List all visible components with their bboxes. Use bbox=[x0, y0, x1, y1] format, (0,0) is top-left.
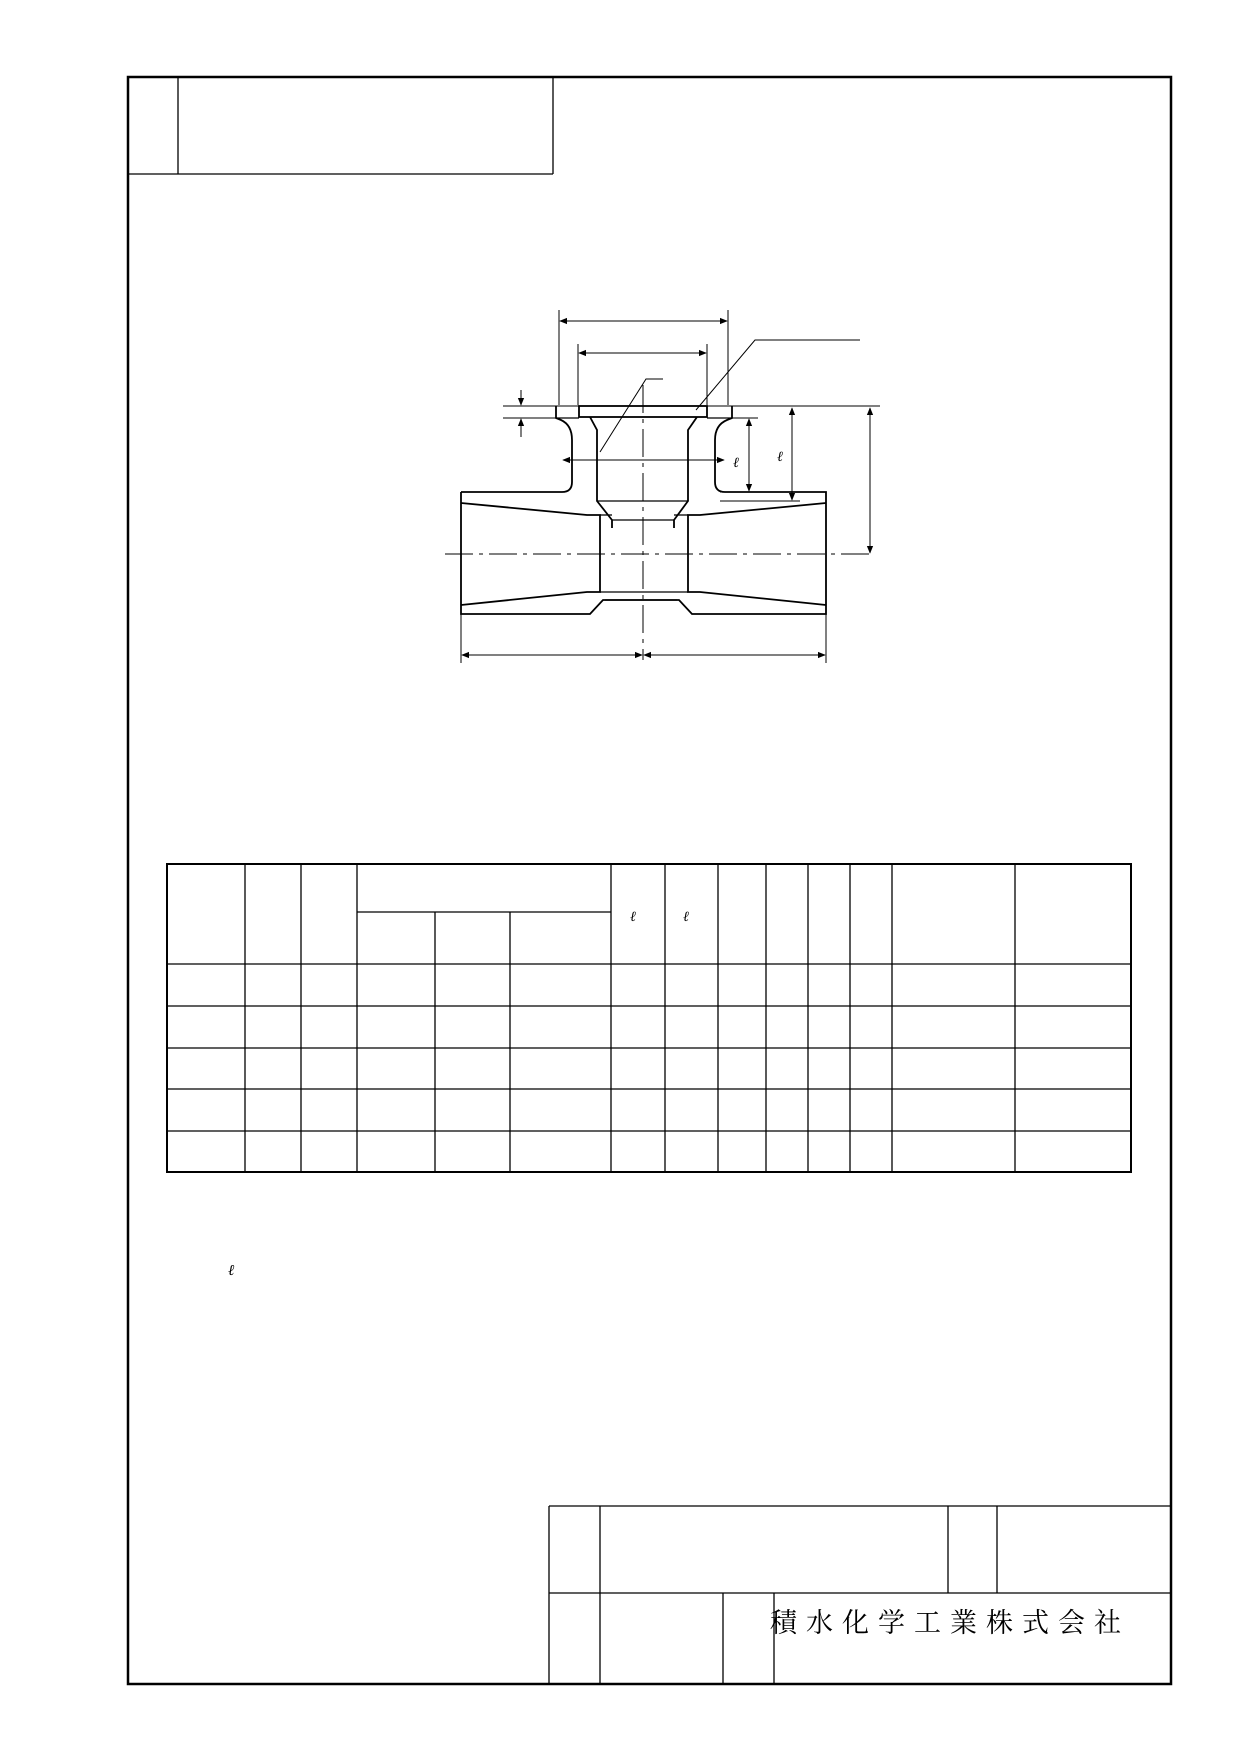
top-left-title-box bbox=[128, 77, 553, 174]
note-ell-symbol: ℓ bbox=[228, 1261, 235, 1279]
table-header-ell-1: ℓ bbox=[630, 909, 636, 925]
table-header-ell-2: ℓ bbox=[683, 909, 689, 925]
tee-fitting-drawing bbox=[445, 310, 880, 663]
title-block bbox=[549, 1506, 1171, 1684]
dimension-table bbox=[167, 864, 1131, 1172]
branch-ell-label-1: ℓ bbox=[733, 455, 739, 471]
branch-ell-label-2: ℓ bbox=[777, 449, 783, 465]
company-name: 積水化学工業株式会社 bbox=[770, 1608, 1130, 1639]
